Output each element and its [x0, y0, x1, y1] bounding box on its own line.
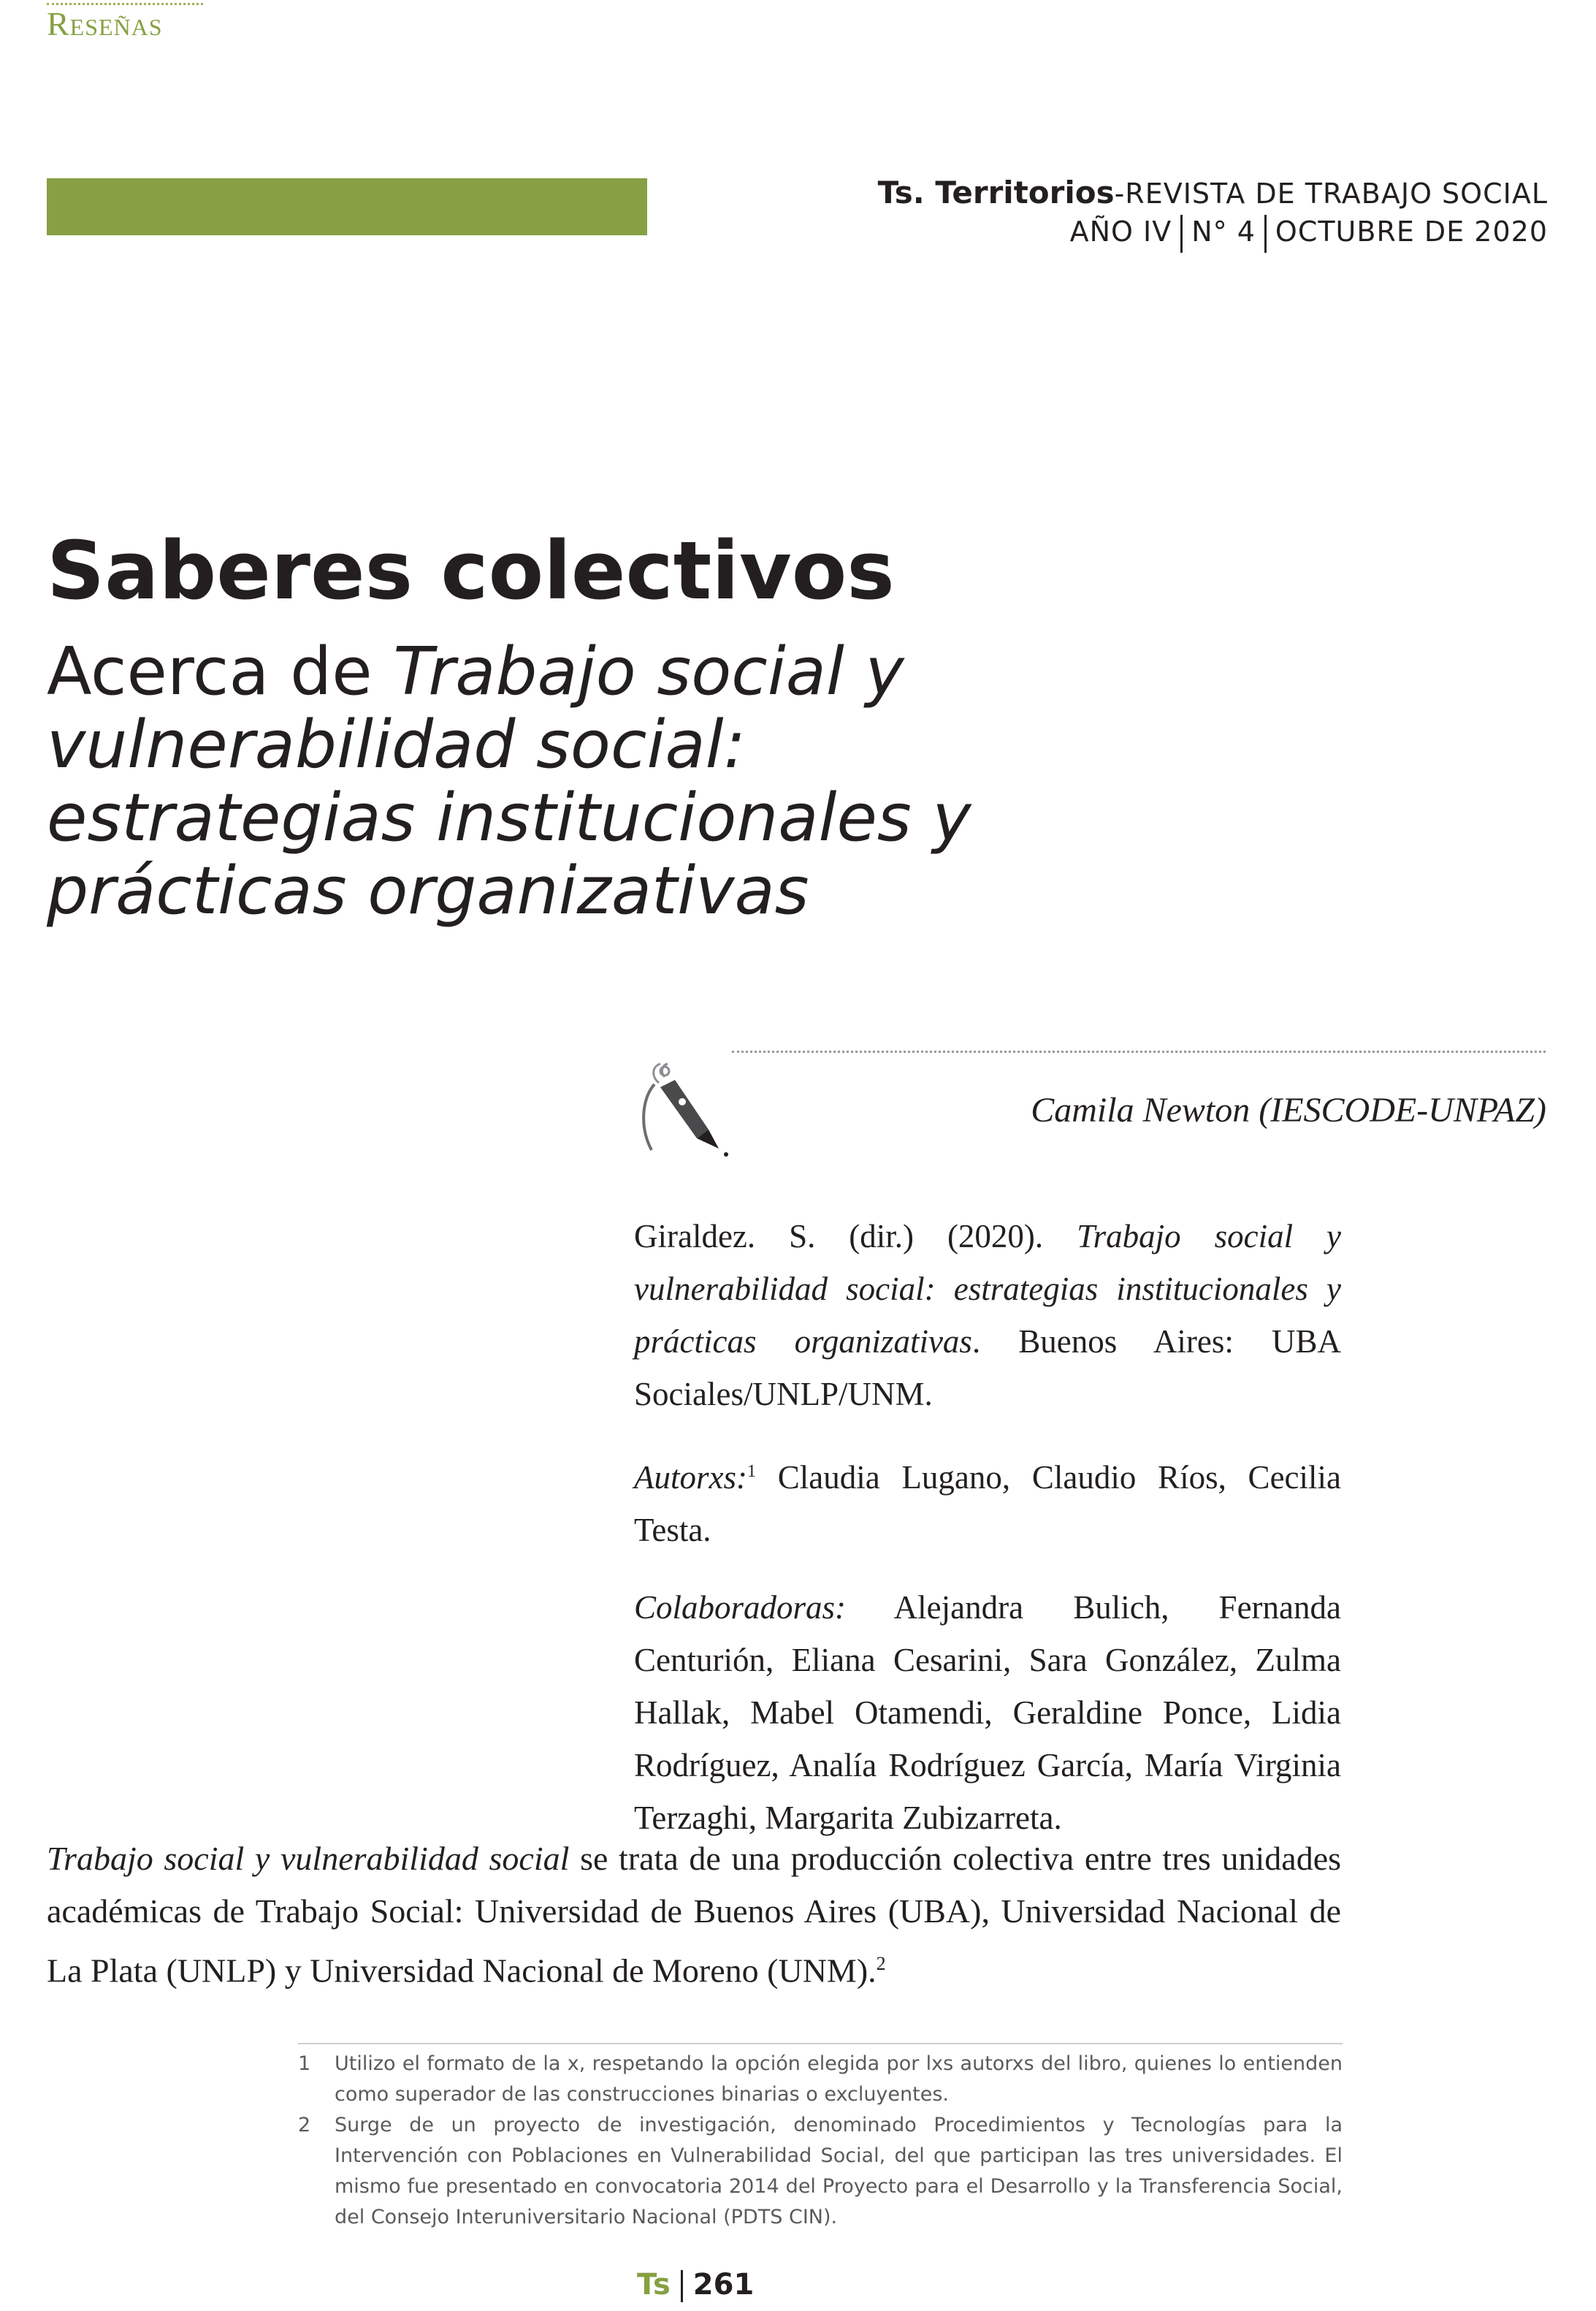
citation: Giraldez. S. (dir.) (2020). Trabajo social y vulnerabilidad social: estrategias institucionales y prácticas organizativas. Buenos Aires: UBA Sociales/UNLP/UNM.: [634, 1218, 1342, 1412]
separator: [1180, 215, 1183, 253]
journal-header: [878, 174, 1548, 253]
footnote: [298, 2049, 1343, 2110]
separator: [1264, 215, 1267, 253]
footnote-text: Utilizo el formato de la x, respetando la opción elegida por lxs autorxs del libro, quienes lo entienden como superador de las construcciones binarias o excluyentes.: [335, 2052, 1343, 2106]
review-author: Camila Newton (IESCODE-UNPAZ): [1031, 1091, 1546, 1130]
author-divider: [732, 1051, 1546, 1053]
journal-number: N° 4: [1191, 216, 1256, 248]
body-book-title: Trabajo social y vulnerabilidad social: [47, 1840, 570, 1877]
collaborators-label: Colaboradoras:: [634, 1589, 847, 1626]
separator: [681, 2270, 683, 2302]
authors-label: Autorxs:: [634, 1459, 747, 1496]
book-authors: Autorxs:$^1$ Claudia Lugano, Claudio Ríos, Cecilia Testa.: [634, 1459, 1341, 1548]
article-subtitle: [47, 633, 1069, 929]
book-collaborators: Colaboradoras: Alejandra Bulich, Fernanda Centurión, Eliana Cesarini, Sara González, Zulma Hallak, Mabel Otamendi, Geraldine Ponce, Lidia Rodríguez, Analía Rodríguez García, María Virginia Terzaghi, Margarita Zubizarreta.: [634, 1589, 1341, 1836]
body-paragraph: Trabajo social y vulnerabilidad social se trata de una producción colectiva entre tres unidades académicas de Trabajo Social: Universidad de Buenos Aires (UBA), Universidad Nacional de La Plata (UNLP) y Universidad Nacional de Moreno (UNM).$^2$: [47, 1840, 1342, 1990]
subtitle-prefix: Acerca de: [47, 633, 394, 710]
footnote-number: 2: [298, 2114, 311, 2136]
footnote-divider: [298, 2043, 1343, 2044]
page-footer: [637, 2268, 754, 2302]
journal-subtitle: -REVISTA DE TRABAJO SOCIAL: [1114, 178, 1548, 210]
subtitle-book-title: Trabajo social y vulnerabilidad social: estrategias institucionales y prácticas organizativas: [47, 633, 971, 929]
journal-year: AÑO IV: [1069, 216, 1172, 248]
book-reference: [634, 1210, 1341, 1869]
journal-title-line: [878, 174, 1548, 213]
footnote-ref-1[interactable]: 1: [747, 1462, 756, 1481]
journal-date: OCTUBRE DE 2020: [1275, 216, 1548, 248]
footnotes: [298, 2049, 1343, 2233]
fountain-pen-icon: [627, 1048, 744, 1165]
accent-bar: [47, 178, 647, 235]
journal-name: Ts. Territorios: [877, 175, 1115, 210]
article-title: Saberes colectivos: [47, 524, 895, 617]
journal-issue-line: [878, 213, 1548, 253]
footnote: [298, 2110, 1343, 2233]
footer-brand: Ts: [637, 2268, 671, 2302]
citation-book-title: Trabajo social y vulnerabilidad social: estrategias institucionales y prácticas organizativas: [634, 1218, 1341, 1360]
page-number: 261: [692, 2268, 755, 2302]
footnote-text: Surge de un proyecto de investigación, denominado Procedimientos y Tecnologías para la Intervención con Poblaciones en Vulnerabilidad Social, del que participan las tres universidades. El mismo fue presentado en convocatoria 2014 del Proyecto para el Desarrollo y la Transferencia Social, del Consejo Interuniversitario Nacional (PDTS CIN).: [335, 2114, 1343, 2228]
section-tag: Reseñas: [47, 5, 163, 42]
footnote-ref-2[interactable]: 2: [876, 1953, 886, 1974]
footnote-number: 1: [298, 2052, 311, 2075]
